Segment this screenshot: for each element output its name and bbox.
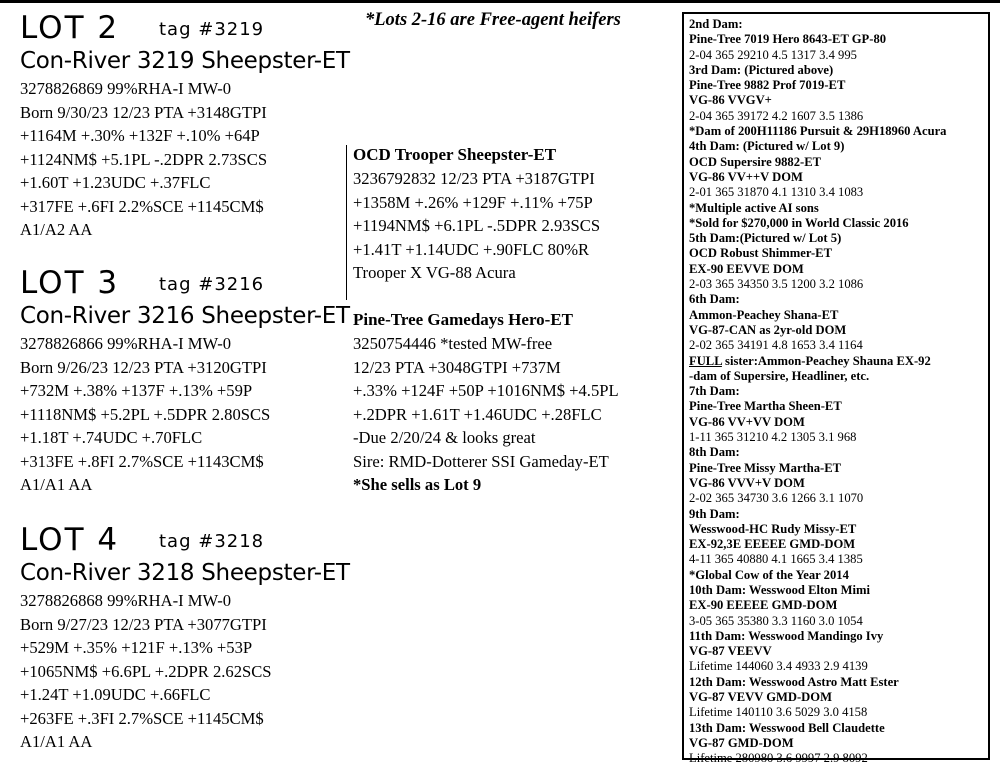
pedigree-line: 11th Dam: Wesswood Mandingo Ivy [689,628,884,643]
dam-line: 3250754446 *tested MW-free [353,334,553,353]
pedigree-line: 8th Dam: [689,445,740,460]
pedigree-line: 2-01 365 31870 4.1 1310 3.4 1083 [689,185,864,200]
pedigree-line: Pine-Tree 9882 Prof 7019-ET [689,78,846,93]
lot-tag: tag #3218 [159,531,265,552]
pedigree-line: Lifetime 140110 3.6 5029 3.0 4158 [689,705,868,720]
pedigree-line: Pine-Tree Martha Sheen-ET [689,399,842,414]
lot-block [20,523,350,754]
pedigree-line: VG-86 VV++V DOM [689,169,803,184]
pedigree-line: VG-86 VVV+V DOM [689,475,805,490]
lot-animal-name: Con-River 3218 Sheepster-ET [20,560,350,586]
lot-line: Born 9/26/23 12/23 PTA +3120GTPI [20,357,267,377]
lot-line: +317FE +.6FI 2.2%SCE +1145CM$ [20,196,264,216]
lot-block [20,266,350,497]
pedigree-line: Lifetime 144060 3.4 4933 2.9 4139 [689,659,868,674]
pedigree-line: VG-87 VEVV GMD-DOM [689,690,832,705]
lot-line: +1065NM$ +6.6PL +.2DPR 2.62SCS [20,661,272,681]
pedigree-line: 12th Dam: Wesswood Astro Matt Ester [689,674,899,689]
lot-line: A1/A1 AA [20,475,93,494]
lot-line: +1.60T +1.23UDC +.37FLC [20,173,211,192]
pedigree-line: OCD Robust Shimmer-ET [689,246,832,261]
pedigree-line: Wesswood-HC Rudy Missy-ET [689,521,857,536]
pedigree-line: 6th Dam: [689,292,740,307]
pedigree-line: 13th Dam: Wesswood Bell Claudette [689,720,885,735]
sire-line: +1358M +.26% +129F +.11% +75P [353,192,593,212]
dam-line: +.33% +124F +50P +1016NM$ +4.5PL [353,381,619,400]
pedigree-line: FULL sister:Ammon-Peachey Shauna EX-92 [689,353,931,368]
pedigree-line: EX-90 EEEEE GMD-DOM [689,598,838,613]
pedigree-line: EX-92,3E EEEEE GMD-DOM [689,537,856,552]
sire-line: +1.41T +1.14UDC +.90FLC 80%R [353,239,590,259]
dam-line: +.2DPR +1.61T +1.46UDC +.28FLC [353,404,602,424]
pedigree-line: -dam of Supersire, Headliner, etc. [689,368,870,383]
pedigree-line: 2-02 365 34730 3.6 1266 3.1 1070 [689,491,864,506]
lot-line: 3278826869 99%RHA-I MW-0 [20,79,232,98]
free-agent-banner: *Lots 2-16 are Free-agent heifers [365,10,621,30]
pedigree-line: 4th Dam: (Pictured w/ Lot 9) [689,139,845,154]
pedigree-line: 2-04 365 39172 4.2 1607 3.5 1386 [689,108,864,123]
pedigree-line: 10th Dam: Wesswood Elton Mimi [689,582,870,597]
lot-animal-name: Con-River 3219 Sheepster-ET [20,48,350,74]
pedigree-box [682,12,990,766]
lot-line: A1/A2 AA [20,220,93,239]
pedigree-line: 7th Dam: [689,384,740,399]
dam-line: 12/23 PTA +3048GTPI +737M [353,357,561,377]
lot-line: +263FE +.3FI 2.7%SCE +1145CM$ [20,708,264,728]
lot-line: +1164M +.30% +132F +.10% +64P [20,126,260,145]
pedigree-line: 2-03 365 34350 3.5 1200 3.2 1086 [689,277,864,292]
dam-sale-note: *She sells as Lot 9 [353,475,482,494]
pedigree-line: 9th Dam: [689,506,740,521]
lot-animal-name: Con-River 3216 Sheepster-ET [20,303,350,329]
pedigree-line: 2nd Dam: [689,17,743,31]
sire-line: 3236792832 12/23 PTA +3187GTPI [353,169,595,188]
lot-block [20,11,350,242]
lot-line: +1118NM$ +5.2PL +.5DPR 2.80SCS [20,404,271,424]
lot-line: Born 9/30/23 12/23 PTA +3148GTPI [20,102,267,122]
pedigree-line: 2-04 365 29210 4.5 1317 3.4 995 [689,47,857,62]
lot-number: LOT 2 [20,10,120,46]
pedigree-line: 5th Dam:(Pictured w/ Lot 5) [689,231,842,246]
sire-block [353,143,600,285]
lot-tag: tag #3219 [159,19,265,40]
pedigree-line: 2-02 365 34191 4.8 1653 3.4 1164 [689,338,863,353]
pedigree-line: VG-86 VVGV+ [689,93,772,108]
dam-name: Pine-Tree Gamedays Hero-ET [353,310,574,329]
lot-line: +1124NM$ +5.1PL -.2DPR 2.73SCS [20,149,268,169]
lot-line: 3278826866 99%RHA-I MW-0 [20,334,232,353]
sire-line: Trooper X VG-88 Acura [353,263,516,282]
pedigree-line: VG-87 VEEVV [689,644,772,659]
lot-line: +313FE +.8FI 2.7%SCE +1143CM$ [20,451,264,471]
pedigree-line: EX-90 EEVVE DOM [689,261,804,276]
pedigree-line: *Global Cow of the Year 2014 [689,567,849,582]
pedigree-line: OCD Supersire 9882-ET [689,154,822,169]
dam-line: Sire: RMD-Dotterer SSI Gameday-ET [353,451,609,471]
dam-line: -Due 2/20/24 & looks great [353,428,536,447]
lot-line: 3278826868 99%RHA-I MW-0 [20,591,232,610]
pedigree-line: 3rd Dam: (Pictured above) [689,62,834,77]
lot-line: +1.24T +1.09UDC +.66FLC [20,685,211,704]
pedigree-line: *Sold for $270,000 in World Classic 2016 [689,215,909,230]
pedigree-line: Lifetime 280980 3.6 9997 2.9 8092 [689,751,868,766]
lot-tag: tag #3216 [159,274,265,295]
lot-line: +732M +.38% +137F +.13% +59P [20,381,253,400]
pedigree-line: *Dam of 200H11186 Pursuit & 29H18960 Acura [689,124,947,139]
pedigree-line: 3-05 365 35380 3.3 1160 3.0 1054 [689,613,863,628]
sire-name: OCD Trooper Sheepster-ET [353,145,557,164]
lot-line: A1/A1 AA [20,732,93,751]
lot-number: LOT 4 [20,522,120,558]
pedigree-line: VG-86 VV+VV DOM [689,414,805,429]
lot-line: +1.18T +.74UDC +.70FLC [20,428,203,447]
pedigree-line: VG-87-CAN as 2yr-old DOM [689,322,847,337]
sire-divider [346,145,347,300]
pedigree-line: Pine-Tree Missy Martha-ET [689,460,842,475]
pedigree-line: 4-11 365 40880 4.1 1665 3.4 1385 [689,552,863,567]
lot-line: +529M +.35% +121F +.13% +53P [20,638,253,657]
pedigree-line: 1-11 365 31210 4.2 1305 3.1 968 [689,430,857,445]
top-border [0,0,1000,3]
sire-line: +1194NM$ +6.1PL -.5DPR 2.93SCS [353,216,601,235]
pedigree-line: Pine-Tree 7019 Hero 8643-ET GP-80 [689,32,887,47]
pedigree-line: *Multiple active AI sons [689,200,819,215]
pedigree-line: VG-87 GMD-DOM [689,735,794,750]
lot-number: LOT 3 [20,265,120,301]
lot-line: Born 9/27/23 12/23 PTA +3077GTPI [20,614,267,634]
dam-block [353,308,619,497]
pedigree-line: Ammon-Peachey Shana-ET [689,307,839,322]
